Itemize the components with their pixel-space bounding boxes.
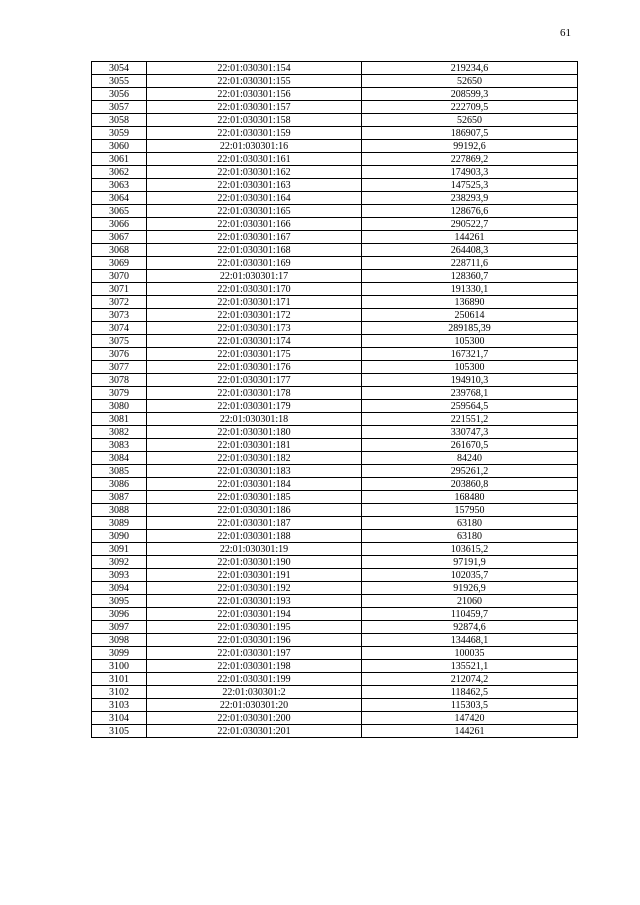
row-number-cell: 3086: [92, 478, 147, 491]
value-cell: 167321,7: [362, 348, 578, 361]
value-cell: 238293,9: [362, 192, 578, 205]
row-number-cell: 3059: [92, 127, 147, 140]
value-cell: 97191,9: [362, 556, 578, 569]
cadastral-number-cell: 22:01:030301:20: [147, 699, 362, 712]
value-cell: 144261: [362, 231, 578, 244]
cadastral-number-cell: 22:01:030301:16: [147, 140, 362, 153]
value-cell: 134468,1: [362, 634, 578, 647]
row-number-cell: 3073: [92, 309, 147, 322]
cadastral-number-cell: 22:01:030301:192: [147, 582, 362, 595]
row-number-cell: 3077: [92, 361, 147, 374]
cadastral-number-cell: 22:01:030301:159: [147, 127, 362, 140]
cadastral-number-cell: 22:01:030301:179: [147, 400, 362, 413]
table-row: [92, 374, 578, 387]
table-row: [92, 296, 578, 309]
table-row: [92, 439, 578, 452]
cadastral-number-cell: 22:01:030301:2: [147, 686, 362, 699]
value-cell: 63180: [362, 530, 578, 543]
row-number-cell: 3062: [92, 166, 147, 179]
cadastral-number-cell: 22:01:030301:155: [147, 75, 362, 88]
row-number-cell: 3079: [92, 387, 147, 400]
value-cell: 136890: [362, 296, 578, 309]
row-number-cell: 3102: [92, 686, 147, 699]
value-cell: 128676,6: [362, 205, 578, 218]
value-cell: 194910,3: [362, 374, 578, 387]
table-row: [92, 608, 578, 621]
table-row: [92, 114, 578, 127]
row-number-cell: 3092: [92, 556, 147, 569]
table-row: [92, 218, 578, 231]
table-row: [92, 361, 578, 374]
value-cell: 222709,5: [362, 101, 578, 114]
cadastral-number-cell: 22:01:030301:177: [147, 374, 362, 387]
cadastral-number-cell: 22:01:030301:195: [147, 621, 362, 634]
value-cell: 105300: [362, 335, 578, 348]
table-row: [92, 75, 578, 88]
table-row: [92, 465, 578, 478]
cadastral-number-cell: 22:01:030301:164: [147, 192, 362, 205]
table-row: [92, 127, 578, 140]
table-row: [92, 270, 578, 283]
cadastral-number-cell: 22:01:030301:198: [147, 660, 362, 673]
table-row: [92, 166, 578, 179]
table-row: [92, 452, 578, 465]
row-number-cell: 3096: [92, 608, 147, 621]
cadastral-number-cell: 22:01:030301:169: [147, 257, 362, 270]
row-number-cell: 3095: [92, 595, 147, 608]
value-cell: 208599,3: [362, 88, 578, 101]
value-cell: 203860,8: [362, 478, 578, 491]
value-cell: 102035,7: [362, 569, 578, 582]
table-body: [92, 62, 578, 738]
row-number-cell: 3074: [92, 322, 147, 335]
table-row: [92, 257, 578, 270]
table-row: [92, 686, 578, 699]
row-number-cell: 3098: [92, 634, 147, 647]
row-number-cell: 3078: [92, 374, 147, 387]
cadastral-number-cell: 22:01:030301:166: [147, 218, 362, 231]
row-number-cell: 3056: [92, 88, 147, 101]
row-number-cell: 3057: [92, 101, 147, 114]
value-cell: 259564,5: [362, 400, 578, 413]
cadastral-number-cell: 22:01:030301:168: [147, 244, 362, 257]
table-row: [92, 335, 578, 348]
cadastral-number-cell: 22:01:030301:200: [147, 712, 362, 725]
value-cell: 147420: [362, 712, 578, 725]
cadastral-number-cell: 22:01:030301:196: [147, 634, 362, 647]
row-number-cell: 3061: [92, 153, 147, 166]
table-row: [92, 322, 578, 335]
row-number-cell: 3097: [92, 621, 147, 634]
cadastral-number-cell: 22:01:030301:154: [147, 62, 362, 75]
table-row: [92, 140, 578, 153]
row-number-cell: 3071: [92, 283, 147, 296]
row-number-cell: 3094: [92, 582, 147, 595]
cadastral-number-cell: 22:01:030301:180: [147, 426, 362, 439]
row-number-cell: 3067: [92, 231, 147, 244]
row-number-cell: 3065: [92, 205, 147, 218]
row-number-cell: 3103: [92, 699, 147, 712]
table-row: [92, 673, 578, 686]
table-row: [92, 101, 578, 114]
row-number-cell: 3101: [92, 673, 147, 686]
cadastral-number-cell: 22:01:030301:187: [147, 517, 362, 530]
value-cell: 227869,2: [362, 153, 578, 166]
cadastral-number-cell: 22:01:030301:17: [147, 270, 362, 283]
value-cell: 52650: [362, 75, 578, 88]
value-cell: 105300: [362, 361, 578, 374]
row-number-cell: 3099: [92, 647, 147, 660]
table-row: [92, 595, 578, 608]
row-number-cell: 3066: [92, 218, 147, 231]
row-number-cell: 3080: [92, 400, 147, 413]
value-cell: 157950: [362, 504, 578, 517]
cadastral-number-cell: 22:01:030301:162: [147, 166, 362, 179]
row-number-cell: 3063: [92, 179, 147, 192]
cadastral-number-cell: 22:01:030301:171: [147, 296, 362, 309]
value-cell: 289185,39: [362, 322, 578, 335]
row-number-cell: 3089: [92, 517, 147, 530]
cadastral-number-cell: 22:01:030301:201: [147, 725, 362, 738]
row-number-cell: 3060: [92, 140, 147, 153]
table-row: [92, 179, 578, 192]
value-cell: 191330,1: [362, 283, 578, 296]
value-cell: 147525,3: [362, 179, 578, 192]
data-table: [91, 61, 578, 738]
row-number-cell: 3088: [92, 504, 147, 517]
cadastral-number-cell: 22:01:030301:186: [147, 504, 362, 517]
cadastral-number-cell: 22:01:030301:178: [147, 387, 362, 400]
value-cell: 52650: [362, 114, 578, 127]
cadastral-number-cell: 22:01:030301:18: [147, 413, 362, 426]
cadastral-number-cell: 22:01:030301:163: [147, 179, 362, 192]
row-number-cell: 3093: [92, 569, 147, 582]
table-row: [92, 88, 578, 101]
cadastral-number-cell: 22:01:030301:158: [147, 114, 362, 127]
cadastral-number-cell: 22:01:030301:161: [147, 153, 362, 166]
row-number-cell: 3054: [92, 62, 147, 75]
value-cell: 174903,3: [362, 166, 578, 179]
row-number-cell: 3081: [92, 413, 147, 426]
cadastral-number-cell: 22:01:030301:185: [147, 491, 362, 504]
table-row: [92, 413, 578, 426]
row-number-cell: 3087: [92, 491, 147, 504]
value-cell: 219234,6: [362, 62, 578, 75]
row-number-cell: 3064: [92, 192, 147, 205]
table-row: [92, 504, 578, 517]
cadastral-number-cell: 22:01:030301:174: [147, 335, 362, 348]
table-row: [92, 556, 578, 569]
table-row: [92, 699, 578, 712]
value-cell: 21060: [362, 595, 578, 608]
value-cell: 144261: [362, 725, 578, 738]
row-number-cell: 3105: [92, 725, 147, 738]
value-cell: 115303,5: [362, 699, 578, 712]
row-number-cell: 3100: [92, 660, 147, 673]
value-cell: 118462,5: [362, 686, 578, 699]
table-row: [92, 725, 578, 738]
cadastral-number-cell: 22:01:030301:157: [147, 101, 362, 114]
cadastral-number-cell: 22:01:030301:197: [147, 647, 362, 660]
table-row: [92, 283, 578, 296]
table-row: [92, 192, 578, 205]
table-row: [92, 348, 578, 361]
cadastral-number-cell: 22:01:030301:193: [147, 595, 362, 608]
cadastral-number-cell: 22:01:030301:183: [147, 465, 362, 478]
table-row: [92, 244, 578, 257]
cadastral-number-cell: 22:01:030301:194: [147, 608, 362, 621]
cadastral-number-cell: 22:01:030301:190: [147, 556, 362, 569]
cadastral-number-cell: 22:01:030301:172: [147, 309, 362, 322]
page-number: 61: [560, 27, 571, 39]
row-number-cell: 3075: [92, 335, 147, 348]
row-number-cell: 3055: [92, 75, 147, 88]
table-row: [92, 530, 578, 543]
value-cell: 91926,9: [362, 582, 578, 595]
table-row: [92, 387, 578, 400]
table-row: [92, 491, 578, 504]
value-cell: 330747,3: [362, 426, 578, 439]
table-row: [92, 478, 578, 491]
row-number-cell: 3090: [92, 530, 147, 543]
cadastral-number-cell: 22:01:030301:170: [147, 283, 362, 296]
row-number-cell: 3072: [92, 296, 147, 309]
row-number-cell: 3091: [92, 543, 147, 556]
value-cell: 264408,3: [362, 244, 578, 257]
cadastral-number-cell: 22:01:030301:184: [147, 478, 362, 491]
table-row: [92, 634, 578, 647]
value-cell: 261670,5: [362, 439, 578, 452]
value-cell: 228711,6: [362, 257, 578, 270]
value-cell: 135521,1: [362, 660, 578, 673]
value-cell: 212074,2: [362, 673, 578, 686]
table-row: [92, 660, 578, 673]
row-number-cell: 3085: [92, 465, 147, 478]
value-cell: 100035: [362, 647, 578, 660]
value-cell: 84240: [362, 452, 578, 465]
value-cell: 250614: [362, 309, 578, 322]
value-cell: 103615,2: [362, 543, 578, 556]
row-number-cell: 3082: [92, 426, 147, 439]
table-row: [92, 647, 578, 660]
row-number-cell: 3104: [92, 712, 147, 725]
table-row: [92, 205, 578, 218]
value-cell: 221551,2: [362, 413, 578, 426]
table-row: [92, 309, 578, 322]
table-row: [92, 712, 578, 725]
table-row: [92, 426, 578, 439]
table-row: [92, 517, 578, 530]
value-cell: 128360,7: [362, 270, 578, 283]
cadastral-number-cell: 22:01:030301:199: [147, 673, 362, 686]
value-cell: 99192,6: [362, 140, 578, 153]
cadastral-number-cell: 22:01:030301:165: [147, 205, 362, 218]
value-cell: 168480: [362, 491, 578, 504]
table-row: [92, 153, 578, 166]
cadastral-number-cell: 22:01:030301:191: [147, 569, 362, 582]
row-number-cell: 3058: [92, 114, 147, 127]
row-number-cell: 3076: [92, 348, 147, 361]
table-row: [92, 569, 578, 582]
table-row: [92, 231, 578, 244]
row-number-cell: 3070: [92, 270, 147, 283]
value-cell: 110459,7: [362, 608, 578, 621]
value-cell: 295261,2: [362, 465, 578, 478]
value-cell: 92874,6: [362, 621, 578, 634]
cadastral-number-cell: 22:01:030301:181: [147, 439, 362, 452]
cadastral-number-cell: 22:01:030301:156: [147, 88, 362, 101]
value-cell: 63180: [362, 517, 578, 530]
table-row: [92, 621, 578, 634]
row-number-cell: 3069: [92, 257, 147, 270]
cadastral-number-cell: 22:01:030301:173: [147, 322, 362, 335]
value-cell: 186907,5: [362, 127, 578, 140]
table-row: [92, 582, 578, 595]
cadastral-number-cell: 22:01:030301:175: [147, 348, 362, 361]
value-cell: 290522,7: [362, 218, 578, 231]
table-row: [92, 62, 578, 75]
cadastral-number-cell: 22:01:030301:176: [147, 361, 362, 374]
cadastral-number-cell: 22:01:030301:167: [147, 231, 362, 244]
cadastral-number-cell: 22:01:030301:19: [147, 543, 362, 556]
cadastral-number-cell: 22:01:030301:188: [147, 530, 362, 543]
table-row: [92, 400, 578, 413]
row-number-cell: 3068: [92, 244, 147, 257]
cadastral-number-cell: 22:01:030301:182: [147, 452, 362, 465]
row-number-cell: 3084: [92, 452, 147, 465]
value-cell: 239768,1: [362, 387, 578, 400]
row-number-cell: 3083: [92, 439, 147, 452]
table-row: [92, 543, 578, 556]
